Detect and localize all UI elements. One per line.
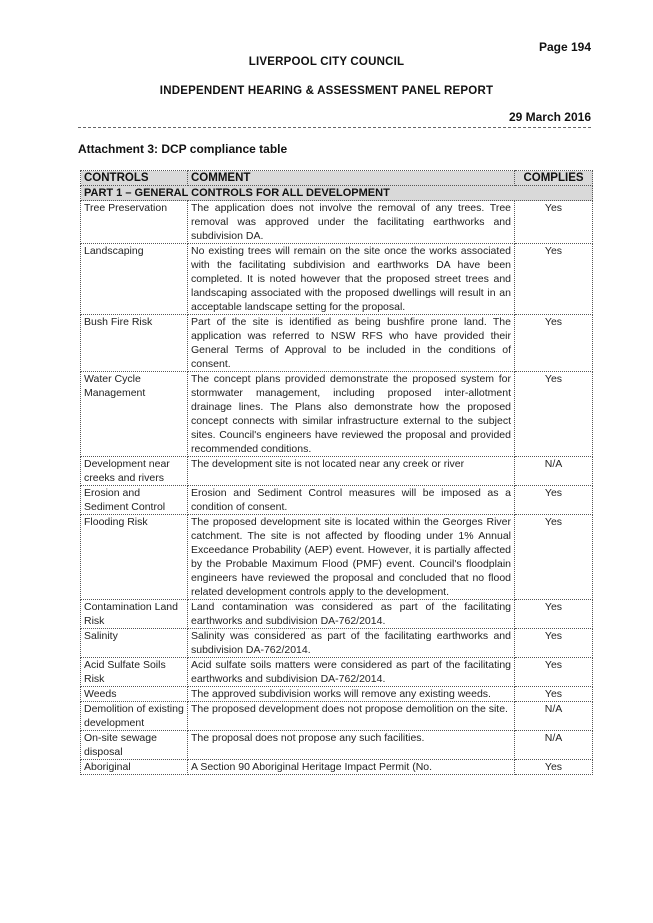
control-cell: Acid Sulfate Soils Risk: [81, 658, 188, 687]
control-cell: Bush Fire Risk: [81, 315, 188, 372]
comment-cell: The proposal does not propose any such facilities.: [188, 731, 515, 760]
complies-cell: Yes: [515, 372, 593, 457]
complies-cell: Yes: [515, 658, 593, 687]
control-cell: Flooding Risk: [81, 515, 188, 600]
table-row: [81, 658, 593, 687]
control-cell: Demolition of existing development: [81, 702, 188, 731]
table-row: [81, 486, 593, 515]
table-row: [81, 457, 593, 486]
comment-cell: Salinity was considered as part of the facilitating earthworks and subdivision DA-762/2014.: [188, 629, 515, 658]
complies-cell: Yes: [515, 600, 593, 629]
table-row: [81, 600, 593, 629]
control-cell: Salinity: [81, 629, 188, 658]
comment-cell: The approved subdivision works will remove any existing weeds.: [188, 687, 515, 702]
complies-cell: Yes: [515, 315, 593, 372]
comment-cell: The proposed development does not propose demolition on the site.: [188, 702, 515, 731]
comment-cell: Acid sulfate soils matters were considered as part of the facilitating earthworks and subdivision DA-762/2014.: [188, 658, 515, 687]
comment-cell: The proposed development site is located within the Georges River catchment. The site is not affected by flooding under 1% Annual Exceedance Probability (AEP) event. However, it is partially affected by the Probable Maximum Flood (PMF) event. Council's floodplain engineers have reviewed the proposal and concluded that no flood related development controls apply to the development.: [188, 515, 515, 600]
complies-cell: N/A: [515, 702, 593, 731]
table-row: [81, 760, 593, 775]
comment-cell: Part of the site is identified as being bushfire prone land. The application was referred to NSW RFS who have provided their General Terms of Approval to be included in the conditions of consent.: [188, 315, 515, 372]
comment-cell: Erosion and Sediment Control measures will be imposed as a condition of consent.: [188, 486, 515, 515]
complies-cell: Yes: [515, 629, 593, 658]
table-row: [81, 244, 593, 315]
table-row: [81, 731, 593, 760]
part-heading: PART 1 – GENERAL CONTROLS FOR ALL DEVELOPMENT: [81, 186, 593, 201]
table-row: [81, 372, 593, 457]
table-row: [81, 515, 593, 600]
dcp-compliance-table: [80, 170, 593, 775]
control-cell: Tree Preservation: [81, 201, 188, 244]
report-date: 29 March 2016: [508, 110, 591, 124]
comment-cell: No existing trees will remain on the site once the works associated with the facilitating subdivision and earthworks DA have been completed. It is noted however that the proposed street trees and landscaping associated with the proposed dwellings will result in an acceptable landscape setting for the proposal.: [188, 244, 515, 315]
table-header-row: [81, 171, 593, 186]
control-cell: Contamination Land Risk: [81, 600, 188, 629]
header-complies: COMPLIES: [515, 171, 593, 186]
control-cell: Landscaping: [81, 244, 188, 315]
council-name: LIVERPOOL CITY COUNCIL: [248, 56, 405, 68]
complies-cell: Yes: [515, 486, 593, 515]
control-cell: Water Cycle Management: [81, 372, 188, 457]
comment-cell: A Section 90 Aboriginal Heritage Impact Permit (No.: [188, 760, 515, 775]
table-row: [81, 315, 593, 372]
table-row: [81, 687, 593, 702]
table-row: [81, 201, 593, 244]
complies-cell: Yes: [515, 201, 593, 244]
complies-cell: Yes: [515, 244, 593, 315]
header-comment: COMMENT: [188, 171, 515, 186]
report-title: INDEPENDENT HEARING & ASSESSMENT PANEL REPORT: [159, 85, 494, 97]
header-controls: CONTROLS: [81, 171, 188, 186]
table-row: [81, 702, 593, 731]
complies-cell: Yes: [515, 760, 593, 775]
control-cell: Development near creeks and rivers: [81, 457, 188, 486]
control-cell: Aboriginal: [81, 760, 188, 775]
attachment-title: Attachment 3: DCP compliance table: [78, 142, 288, 156]
control-cell: On-site sewage disposal: [81, 731, 188, 760]
table-row: [81, 629, 593, 658]
header-divider: [78, 127, 591, 128]
control-cell: Weeds: [81, 687, 188, 702]
complies-cell: Yes: [515, 515, 593, 600]
complies-cell: Yes: [515, 687, 593, 702]
comment-cell: The development site is not located near any creek or river: [188, 457, 515, 486]
comment-cell: The concept plans provided demonstrate the proposed system for stormwater management, including proposed inter-allotment drainage lines. The Plans also demonstrate how the proposed concept connects with similar infrastructure external to the subject sites. Council's engineers have reviewed the proposal and provided recommended conditions.: [188, 372, 515, 457]
page-number: Page 194: [538, 40, 591, 54]
comment-cell: Land contamination was considered as part of the facilitating earthworks and subdivision DA-762/2014.: [188, 600, 515, 629]
control-cell: Erosion and Sediment Control: [81, 486, 188, 515]
comment-cell: The application does not involve the removal of any trees. Tree removal was approved under the facilitating earthworks and subdivision DA.: [188, 201, 515, 244]
complies-cell: N/A: [515, 457, 593, 486]
complies-cell: N/A: [515, 731, 593, 760]
part-heading-row: [81, 186, 593, 201]
